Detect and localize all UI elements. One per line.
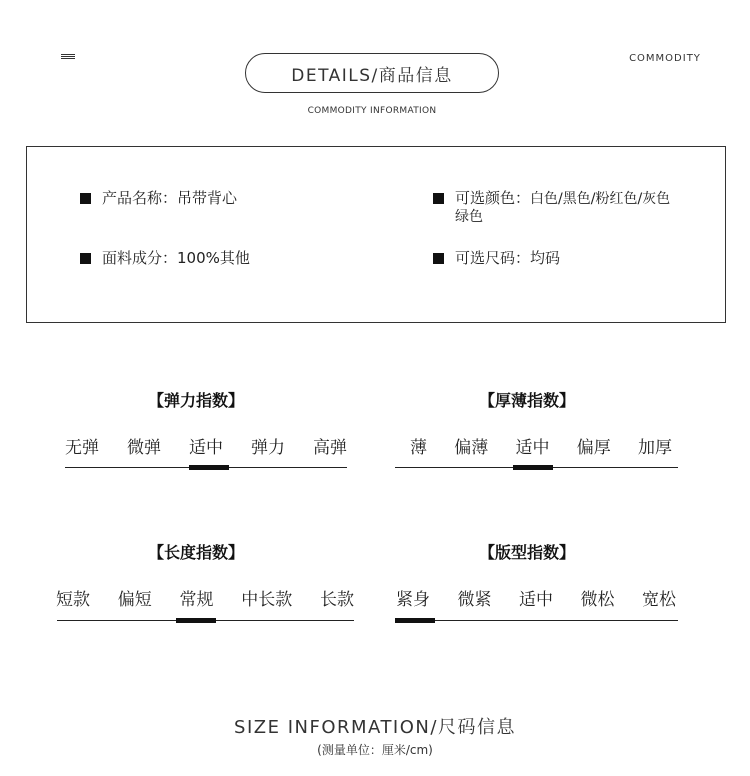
elasticity-option: 无弹 [65,438,99,458]
fit-index-title: 【版型指数】 [478,543,575,562]
fit-options [396,585,676,610]
bullet-square-icon [80,193,91,204]
colors-value-line2: 绿色 [455,209,483,225]
elasticity-option: 弹力 [251,438,285,458]
length-option: 短款 [56,590,90,610]
length-options [56,585,354,610]
thickness-option: 加厚 [638,438,672,458]
size-unit-note: (测量单位：厘米/cm) [317,743,433,757]
thickness-option: 偏厚 [576,438,611,458]
elasticity-option-selected: 适中 [189,438,223,458]
details-title: DETAILS/商品信息 [245,53,499,93]
fit-option: 适中 [519,590,553,610]
sizes-value: 均码 [530,249,561,267]
product-name-label: 产品名称： [102,189,178,207]
colors-label: 可选颜色： [455,189,531,207]
length-index-title: 【长度指数】 [147,543,244,562]
elasticity-index-title: 【弹力指数】 [147,391,244,410]
fabric-label: 面料成分： [102,249,178,267]
sizes-item [433,249,560,268]
details-subtitle: COMMODITY INFORMATION [307,106,437,116]
thickness-option: 偏薄 [454,438,489,458]
fabric-item [80,249,250,268]
product-name-value: 吊带背心 [177,189,238,207]
length-option: 偏短 [117,590,152,610]
size-info-title: SIZE INFORMATION/尺码信息 [234,717,516,738]
elasticity-options [65,433,347,458]
colors-item [433,189,723,225]
product-info-box [26,146,726,323]
fit-scale-line [395,620,678,621]
bullet-square-icon [433,193,444,204]
fit-option-selected: 紧身 [396,590,430,610]
elasticity-option: 高弹 [313,438,347,458]
fit-option: 宽松 [642,590,676,610]
corner-label: COMMODITY [629,53,701,64]
bullet-square-icon [433,253,444,264]
thickness-options [410,433,672,458]
thickness-index-title: 【厚薄指数】 [478,391,575,410]
length-option-selected: 常规 [179,590,214,610]
menu-icon [61,54,75,60]
bullet-square-icon [80,253,91,264]
thickness-option-selected: 适中 [515,438,550,458]
fit-option: 微松 [580,590,615,610]
length-option: 长款 [320,590,354,610]
fabric-value: 100%其他 [177,249,250,267]
length-option: 中长款 [241,590,293,610]
elasticity-selected-marker [189,465,229,470]
elasticity-option: 微弹 [127,438,161,458]
length-selected-marker [176,618,216,623]
colors-value: 白色/黑色/粉红色/灰色 [530,191,671,207]
product-name-item [80,189,237,208]
sizes-label: 可选尺码： [455,249,531,267]
fit-option: 微紧 [457,590,492,610]
fit-selected-marker [395,618,435,623]
thickness-selected-marker [513,465,553,470]
thickness-option: 薄 [410,438,427,458]
